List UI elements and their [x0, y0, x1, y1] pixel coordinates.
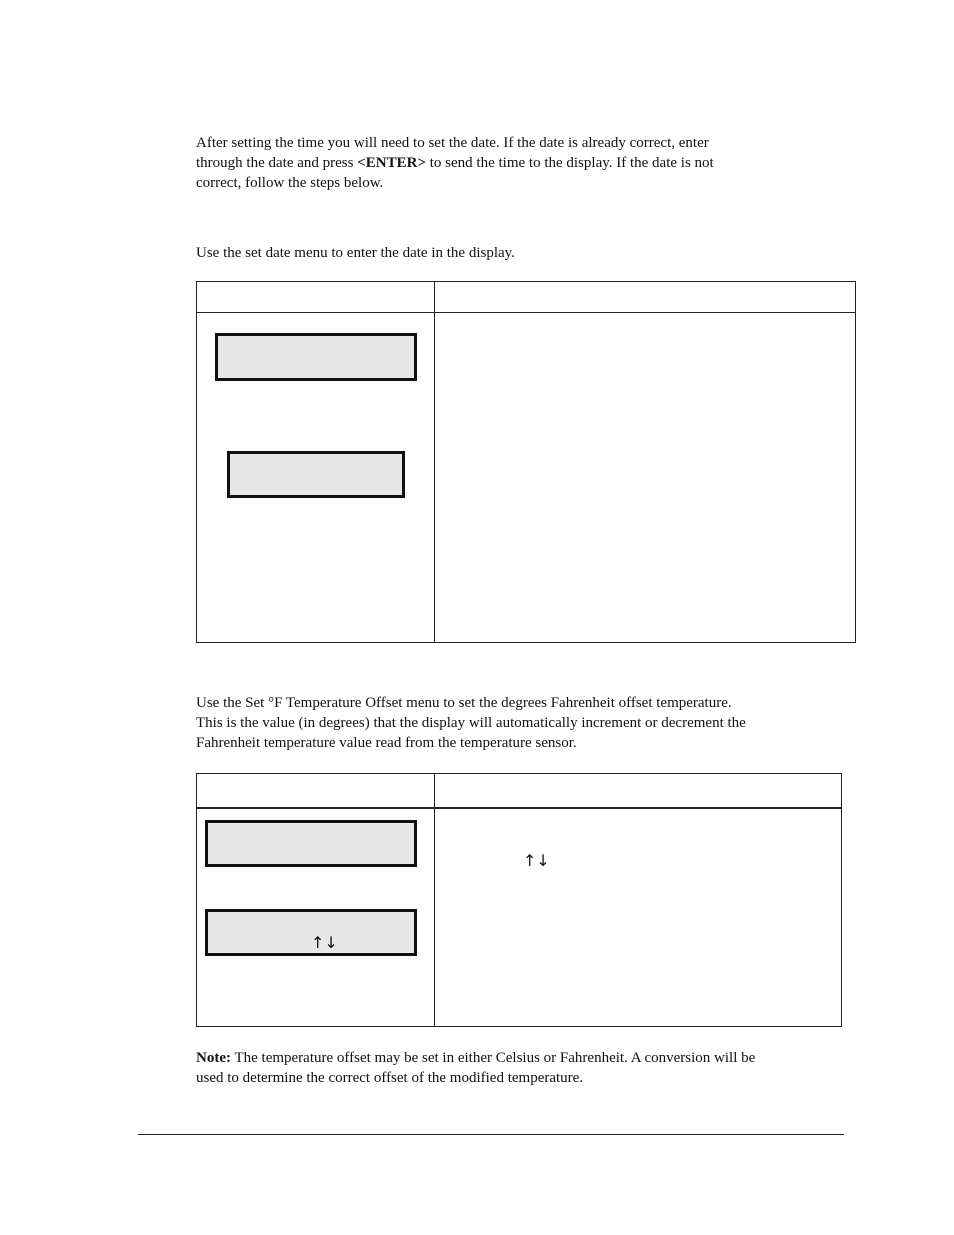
- note-line-2: used to determine the correct offset of the modified temperature.: [196, 1070, 584, 1086]
- intro-line-2-pre: through the date and press: [196, 155, 358, 171]
- intro-line-3: correct, follow the steps below.: [196, 175, 384, 191]
- intro-paragraph: [196, 133, 714, 193]
- set-date-description: Use the set date menu to enter the date in the display.: [196, 245, 515, 261]
- up-down-arrows-icon: ↑↓: [523, 851, 550, 870]
- up-down-arrows-icon: ↑↓: [311, 933, 338, 952]
- set-date-table-divider: [434, 281, 435, 643]
- temp-offset-line-3: Fahrenheit temperature value read from the temperature sensor.: [196, 735, 577, 751]
- enter-key-label: <ENTER>: [357, 155, 426, 171]
- intro-line-1: After setting the time you will need to set the date. If the date is already correct, enter: [196, 135, 709, 151]
- note-paragraph: [196, 1048, 755, 1088]
- set-date-lcd-screen-2: [227, 451, 405, 498]
- footer-rule: [138, 1134, 844, 1135]
- note-label: Note:: [196, 1050, 231, 1066]
- temp-offset-lcd-screen-2: [205, 909, 417, 956]
- temp-offset-table-divider: [434, 773, 435, 1027]
- intro-line-2-post: to send the time to the display. If the date is not: [426, 155, 714, 171]
- temp-offset-table: [196, 773, 842, 1027]
- temp-offset-paragraph: [196, 693, 746, 753]
- temp-offset-lcd-screen-1: [205, 820, 417, 867]
- temp-offset-line-2: This is the value (in degrees) that the display will automatically increment or decrement the: [196, 715, 746, 731]
- temp-offset-table-header-rule: [196, 807, 842, 809]
- temp-offset-line-1: Use the Set °F Temperature Offset menu to set the degrees Fahrenheit offset temperature.: [196, 695, 732, 711]
- set-date-table-header-rule: [196, 312, 856, 313]
- set-date-lcd-screen-1: [215, 333, 417, 381]
- note-line-1: The temperature offset may be set in either Celsius or Fahrenheit. A conversion will be: [230, 1050, 756, 1066]
